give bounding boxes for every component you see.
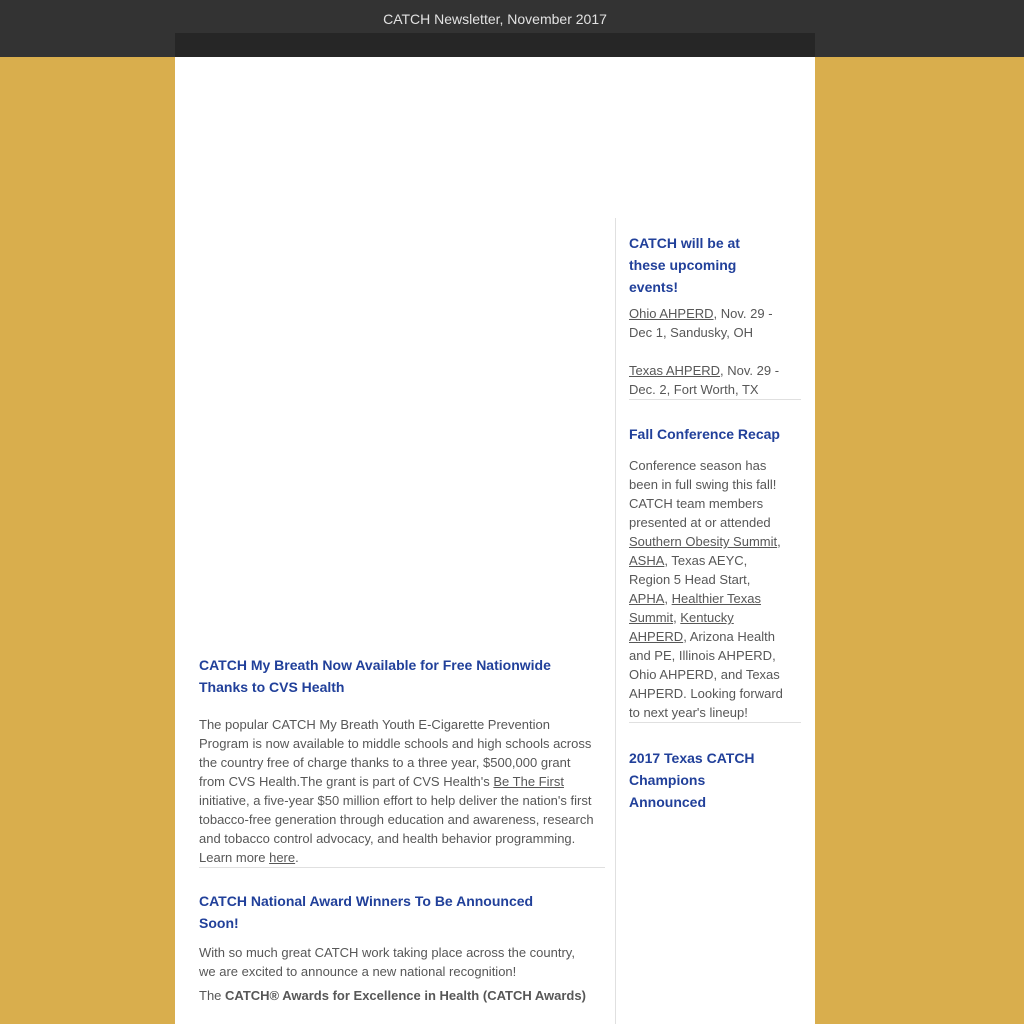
article-2-intro: With so much great CATCH work taking place across the country, we are excited to announce a new national recognition! [199, 945, 575, 979]
link-be-the-first[interactable]: Be The First [493, 774, 564, 789]
text-segment: , [664, 591, 672, 606]
text-segment: The popular CATCH My Breath Youth E-Cigarette Prevention Program is now available to middle schools and high schools across the country free of charge thanks to a three year, $500,000 grant from CVS Health.The grant is part of CVS Health's [199, 717, 592, 789]
sidebar-column [616, 218, 815, 1024]
topbar [0, 0, 1024, 57]
text-segment: , [777, 534, 781, 549]
link-kentucky-ahperd[interactable]: Kentucky AHPERD [629, 610, 734, 644]
link-texas-ahperd[interactable]: Texas AHPERD [629, 363, 721, 378]
section-divider [199, 867, 605, 868]
text-segment: , Nov. 29 - Dec. 2, Fort Worth, TX [629, 363, 780, 397]
article-1-body [199, 715, 605, 867]
recap-title: Fall Conference Recap [629, 426, 780, 442]
text-segment: CATCH® Awards for Excellence in Health (CATCH Awards) [225, 988, 586, 1003]
text-segment: , Nov. 29 - Dec 1, Sandusky, OH [629, 306, 773, 340]
text-segment: Conference season has been in full swing this fall! CATCH team members presented at or attended [629, 458, 777, 530]
text-segment: , Arizona Health and PE, Illinois AHPERD, Ohio AHPERD, and Texas AHPERD. Looking forward to next year's lineup! [629, 629, 783, 720]
article-2-teaser [199, 986, 605, 1005]
text-segment: , [673, 610, 681, 625]
text-segment: The [199, 988, 226, 1003]
section-divider [629, 399, 801, 400]
preheader-strip [175, 33, 815, 57]
champions-title: 2017 Texas CATCH Champions Announced [629, 750, 755, 810]
banner-image-placeholder [175, 57, 815, 218]
text-segment: , Texas AEYC, Region 5 Head Start, [629, 553, 751, 587]
article-2-title: CATCH National Award Winners To Be Announced Soon! [199, 893, 534, 931]
link-asha[interactable]: ASHA [629, 553, 665, 568]
main-column [175, 218, 616, 1024]
link-here[interactable]: here [269, 850, 296, 865]
link-healthier-texas-summit[interactable]: Healthier Texas Summit [629, 591, 762, 625]
content-columns [175, 218, 815, 1024]
events-title: CATCH will be at these upcoming events! [629, 235, 740, 295]
link-southern-obesity-summit[interactable]: Southern Obesity Summit [629, 534, 778, 549]
article-1-title: CATCH My Breath Now Available for Free Nationwide Thanks to CVS Health [199, 657, 551, 695]
event-item-texas-ahperd [629, 361, 801, 399]
section-divider [629, 722, 801, 723]
newsletter-title: CATCH Newsletter, November 2017 [383, 11, 607, 27]
text-segment: initiative, a five-year $50 million effort to help deliver the nation's first tobacco-free generation through education and awareness, research and tobacco control advocacy, and health behavior programming. Learn more [199, 793, 594, 865]
event-item-ohio-ahperd [629, 304, 801, 342]
email-body [175, 57, 815, 1024]
text-segment: . [295, 850, 299, 865]
link-ohio-ahperd[interactable]: Ohio AHPERD [629, 306, 714, 321]
recap-body [629, 456, 801, 722]
link-apha[interactable]: APHA [629, 591, 665, 606]
